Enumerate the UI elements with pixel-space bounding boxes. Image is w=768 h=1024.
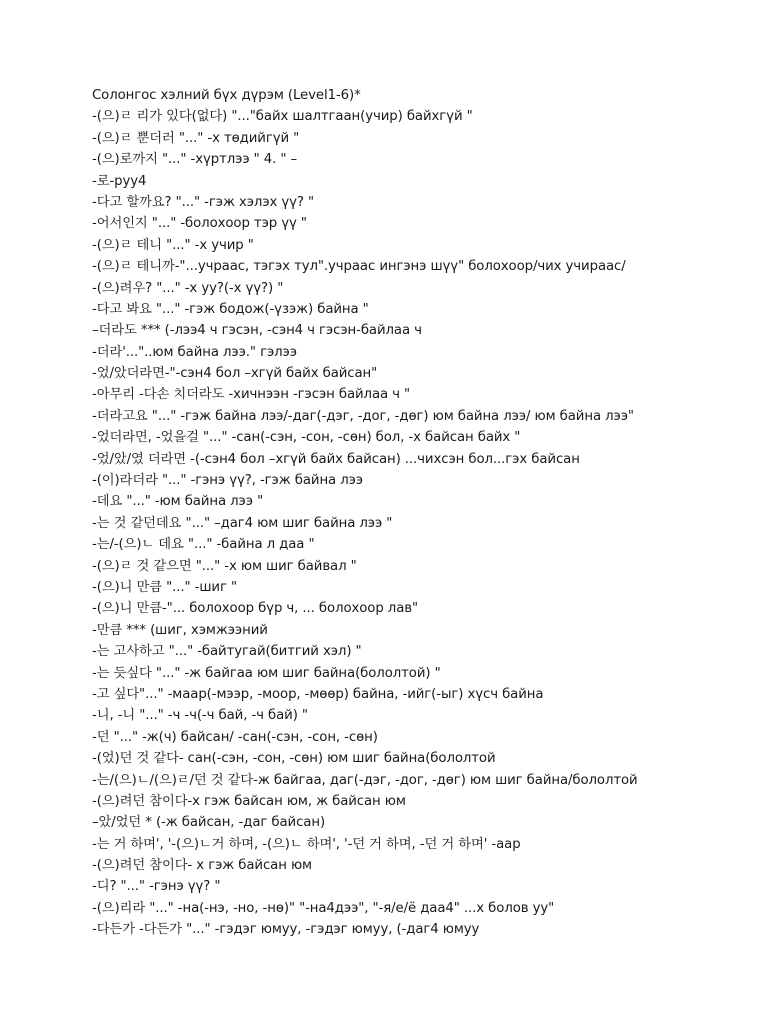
grammar-line: -(이)라더라 "..." -гэнэ үү?, -гэж байна лээ bbox=[92, 473, 364, 489]
grammar-line: –더라도 *** (-лээ4 ч гэсэн, -сэн4 ч гэсэн-байлаа ч bbox=[92, 323, 422, 339]
grammar-line: -(으)려우? "..." -х уу?(-х үү?) " bbox=[92, 280, 284, 296]
grammar-line: -데요 "..." -юм байна лээ " bbox=[92, 494, 264, 510]
grammar-line: -디? "..." -гэнэ үү? " bbox=[92, 879, 221, 895]
grammar-list bbox=[92, 85, 752, 941]
grammar-line: -는 거 하며', '-(으)ㄴ거 하며, -(으)ㄴ 하며', '-던 거 하며, -던 거 하며' -аар bbox=[92, 836, 521, 852]
grammar-line: -던 "..." -ж(ч) байсан/ -сан(-сэн, -сон, -сөн) bbox=[92, 729, 378, 745]
grammar-line: -었/았더라면-"-сэн4 бол –хгүй байх байсан" bbox=[92, 366, 378, 382]
grammar-line: -니, -니 "..." -ч -ч(-ч бай, -ч бай) " bbox=[92, 708, 308, 724]
grammar-line: -(으)ㄹ 뿐더러 "..." -х төдийгүй " bbox=[92, 130, 300, 146]
grammar-line: -(으)ㄹ 리가 있다(없다) "..."байх шалтгаан(учир) байхгүй " bbox=[92, 109, 473, 125]
grammar-line: -는/-(으)ㄴ 데요 "..." -байна л даа " bbox=[92, 537, 315, 553]
grammar-line: -더라고요 "..." -гэж байна лээ/-даг(-дэг, -дог, -дөг) юм байна лээ/ юм байна лээ" bbox=[92, 408, 634, 424]
grammar-line: -었더라면, -었을걸 "..." -сан(-сэн, -сон, -сөн) бол, -х байсан байх " bbox=[92, 430, 521, 446]
document-title: Солонгос хэлний бүх дүрэм (Level1-6)* bbox=[92, 88, 361, 103]
grammar-line: -더라'..."..юм байна лээ." гэлээ bbox=[92, 344, 297, 360]
grammar-line: -다고 할까요? "..." -гэж хэлэх үү? " bbox=[92, 194, 315, 210]
grammar-line: -는 것 같던데요 "..." –даг4 юм шиг байна лээ " bbox=[92, 515, 393, 531]
grammar-line: -는/(으)ㄴ/(으)ㄹ/던 것 같다-ж байгаа, даг(-дэг, -дог, -дөг) юм шиг байна/бололтой bbox=[92, 772, 638, 788]
grammar-line: -(었)던 것 같다- сан(-сэн, -сон, -сөн) юм шиг байна(бололтой bbox=[92, 751, 496, 767]
grammar-line: -(으)니 만큼-"... болохоор бүр ч, ... болохоор лав" bbox=[92, 601, 419, 617]
grammar-line: -(으)니 만큼 "..." -шиг " bbox=[92, 579, 237, 595]
grammar-line: -아무리 -다손 치더라도 -хичнээн -гэсэн байлаа ч " bbox=[92, 387, 411, 403]
grammar-line: -다고 봐요 "..." -гэж бодож(-үзэж) байна " bbox=[92, 301, 369, 317]
grammar-line: -(으)ㄹ 것 같으면 "..." -х юм шиг байвал " bbox=[92, 558, 357, 574]
grammar-line: -로-руу4 bbox=[92, 173, 147, 189]
grammar-line: -(으)려던 참이다- х гэж байсан юм bbox=[92, 858, 312, 874]
grammar-line: -만큼 *** (шиг, хэмжээний bbox=[92, 622, 268, 638]
grammar-line: -(으)ㄹ 테니까-"...учраас, тэгэх тул".учраас ингэнэ шүү" болохоор/чих учираас/ bbox=[92, 259, 626, 275]
grammar-line: -는 듯싶다 "..." -ж байгаа юм шиг байна(бололтой) " bbox=[92, 665, 441, 681]
grammar-line: –았/었던 * (-ж байсан, -даг байсан) bbox=[92, 815, 326, 831]
grammar-line: -었/았/였 더라면 -(-сэн4 бол –хгүй байх байсан) ...чихсэн бол...гэх байсан bbox=[92, 451, 580, 467]
grammar-line: -(으)ㄹ 테니 "..." -х учир " bbox=[92, 237, 254, 253]
grammar-line: -(으)리라 "..." -на(-нэ, -но, -нө)" "-на4дээ", "-я/е/ё даа4" ...х болов уу" bbox=[92, 900, 555, 916]
grammar-line: -는 고사하고 "..." -байтугай(битгий хэл) " bbox=[92, 644, 362, 660]
grammar-line: -다든가 -다든가 "..." -гэдэг юмуу, -гэдэг юмуу, (-даг4 юмуу bbox=[92, 922, 480, 938]
grammar-line: -고 싶다"..." -маар(-мээр, -моор, -мөөр) байна, -ийг(-ыг) хүсч байна bbox=[92, 686, 544, 702]
grammar-line: -(으)려던 참이다-х гэж байсан юм, ж байсан юм bbox=[92, 793, 406, 809]
grammar-line: -어서인지 "..." -болохоор тэр үү " bbox=[92, 216, 307, 232]
grammar-line: -(으)로까지 "..." -хүртлээ " 4. " – bbox=[92, 152, 298, 168]
